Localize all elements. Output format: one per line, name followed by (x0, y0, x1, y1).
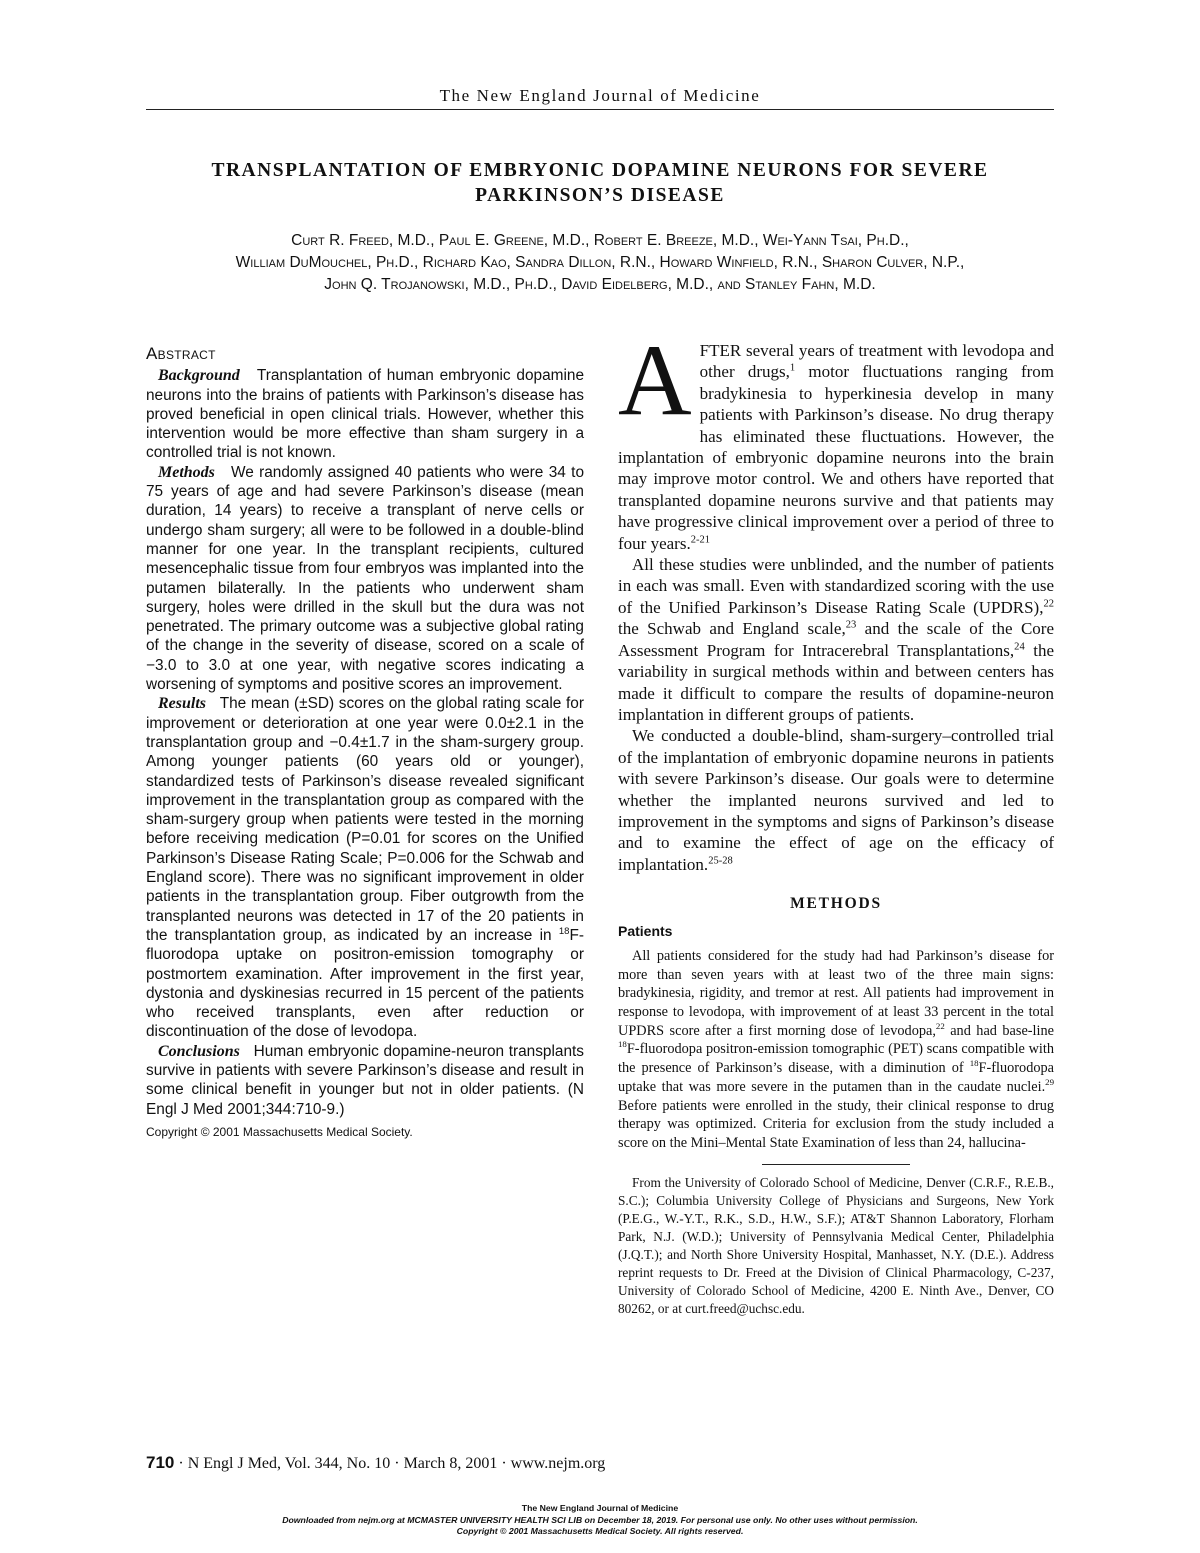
citation-sup: 2-21 (690, 534, 711, 545)
isotope-sup: 18 (969, 1058, 979, 1069)
footnote-rule (762, 1164, 910, 1165)
isotope-sup: 18 (618, 1039, 627, 1050)
download-line-1: Downloaded from nejm.org at MCMASTER UNIVERSITY HEALTH SCI LIB on December 18, 2019. For personal use only. No other uses without permission. (282, 1514, 918, 1525)
results-label: Results (158, 695, 207, 713)
author-line-3: John Q. Trojanowski, M.D., Ph.D., David Eidelberg, M.D., and Stanley Fahn, M.D. (324, 276, 876, 293)
intro-p1-text-b: motor fluctuations ranging from bradykinesia to hyperkinesia develop in many patients with Parkinson’s disease. No drug therapy has eliminated these fluctuations. However, the implantation of embryonic dopamine neurons into the brain may improve motor control. We and others have reported that transplanted dopamine neurons survive and that patients may have progressive clinical improvement over a period of three to four years. (618, 362, 1054, 553)
citation-sup: 25-28 (708, 855, 733, 867)
abstract-heading: Abstract (146, 344, 216, 363)
intro-p1-text-a: FTER several years of treatment with levodopa and other drugs, (699, 341, 1054, 382)
methods-label: Methods (158, 463, 215, 481)
conclusions-text: Human embryonic dopamine-neuron transplants survive in patients with severe Parkinson’s disease and result in some clinical benefit in younger but not in older patients. (N Engl J Med 2001;344:710-9.) (146, 1042, 584, 1118)
drop-cap: A (618, 324, 692, 437)
article-title (146, 158, 1054, 208)
download-line-2: Copyright © 2001 Massachusetts Medical Society. All rights reserved. (456, 1526, 744, 1536)
patients-text-b: and had base-line (944, 1022, 1054, 1039)
intro-p2-text-d: the variability in surgical methods within and between centers has made it difficult to compare the results of dopamine-neuron implantation in different groups of patients. (618, 640, 1054, 724)
patients-paragraph (618, 947, 1054, 1153)
intro-paragraph-1 (618, 324, 1054, 554)
methods-heading: METHODS (790, 895, 882, 913)
download-notice (0, 1503, 1200, 1538)
results-text-a: The mean (±SD) scores on the global rating scale for improvement or deterioration at one year were 0.0±2.1 in the transplantation group and −0.4±1.7 in the sham-surgery group. Among younger patients (60 years old or younger), standardized tests of Parkinson’s disease revealed significant improvement in the transplantation group as compared with the sham-surgery group when patients were tested in the morning before receiving medication (P=0.01 for scores on the Unified Parkinson’s Disease Rating Scale; P=0.006 for the Schwab and England score). There was no significant improvement in older patients in the transplantation group. Fiber outgrowth from the transplanted neurons was detected in 17 of the 20 patients in the transplantation group, as indicated by an increase in (146, 695, 584, 944)
author-list (140, 230, 1060, 296)
patients-subheading: Patients (618, 922, 673, 939)
title-line-2: PARKINSON’S DISEASE (475, 185, 725, 206)
footer-citation: · N Engl J Med, Vol. 344, No. 10 · March 8, 2001 · www.nejm.org (174, 1455, 606, 1472)
patients-text-c: F-fluorodopa positron-emission tomographic (PET) scans compatible with the presence of Parkinson’s disease, with a diminution of (618, 1041, 1054, 1077)
intro-p2-text-c: and the scale of the Core Assessment Program for Intracerebral Transplantations, (618, 619, 1055, 660)
citation-sup: 24 (1014, 641, 1025, 653)
conclusions-label: Conclusions (158, 1042, 240, 1060)
copyright-notice: Copyright © 2001 Massachusetts Medical Society. (146, 1124, 413, 1139)
page-number: 710 (146, 1453, 175, 1472)
author-line-1: Curt R. Freed, M.D., Paul E. Greene, M.D., Robert E. Breeze, M.D., Wei-Yann Tsai, Ph.D., (291, 232, 909, 249)
citation-sup: 22 (935, 1021, 945, 1032)
abstract-column (146, 344, 584, 1142)
journal-header: The New England Journal of Medicine (439, 86, 761, 105)
title-line-1: TRANSPLANTATION OF EMBRYONIC DOPAMINE NEURONS FOR SEVERE (211, 160, 989, 181)
abstract-results (146, 694, 584, 1041)
intro-p2-text-a: All these studies were unblinded, and the number of patients in each was small. Even with standardized scoring with the use of the Unified Parkinson’s Disease Rating Scale (UPDRS), (618, 555, 1054, 617)
citation-sup: 1 (789, 362, 796, 374)
abstract-conclusions (146, 1042, 584, 1119)
intro-p2-text-b: the Schwab and England scale, (618, 619, 846, 639)
results-superscript: 18 (558, 925, 570, 937)
abstract-methods (146, 463, 584, 695)
intro-p3-text: We conducted a double-blind, sham-surgery–controlled trial of the implantation of embryonic dopamine neurons in patients with severe Parkinson’s disease. Our goals were to determine whether the implanted neurons survived and led to improvement in the symptoms and signs of Parkinson’s disease and to examine the effect of age on the efficacy of implantation. (618, 726, 1054, 874)
citation-sup: 29 (1045, 1077, 1054, 1088)
affiliation-footnote: From the University of Colorado School of Medicine, Denver (C.R.F., R.E.B., S.C.); Columbia University College of Physicians and Surgeons, New York (P.E.G., W.-Y.T., R.K., S.D., H.W., S.F.); AT&T Shannon Laboratory, Florham Park, N.J. (W.D.); University of Pennsylvania Medical Center, Philadelphia (J.Q.T.); and North Shore University Hospital, Manhasset, N.Y. (D.E.). Address reprint requests to Dr. Freed at the Division of Clinical Pharmacology, C-237, University of Colorado School of Medicine, 4200 E. Ninth Ave., Denver, CO 80262, or at curt.freed@uchsc.edu. (618, 1174, 1054, 1317)
citation-sup: 22 (1043, 598, 1054, 610)
intro-paragraph-2 (618, 554, 1054, 725)
header-rule (146, 109, 1054, 110)
patients-text-e: Before patients were enrolled in the study, their clinical response to drug therapy was optimized. Criteria for exclusion from the study included a score on the Mini–Mental State Examination of less than 24, hallucina- (618, 1097, 1054, 1151)
citation-sup: 23 (845, 619, 857, 631)
intro-paragraph-3 (618, 725, 1054, 875)
download-journal-name: The New England Journal of Medicine (521, 1503, 679, 1513)
body-column (618, 324, 1055, 1318)
results-text-b: F-fluorodopa uptake on positron-emission tomography or postmortem examination. After improvement in the first year, dystonia and dyskinesias recurred in 15 percent of the patients who received transplants, even after reduction or discontinuation of the dose of levodopa. (146, 926, 584, 1041)
background-label: Background (158, 367, 240, 385)
abstract-background (146, 366, 584, 462)
page-footer (146, 1453, 605, 1473)
patients-text-a: All patients considered for the study had had Parkinson’s disease for more than seven years with at least two of the three main signs: bradykinesia, rigidity, and tremor at rest. All patients had improvement in response to levodopa, with improvement of at least 33 percent in the total UPDRS score after a first morning dose of levodopa, (618, 947, 1054, 1039)
author-line-2: William DuMouchel, Ph.D., Richard Kao, Sandra Dillon, R.N., Howard Winfield, R.N., Sharon Culver, N.P., (235, 254, 965, 271)
methods-text: We randomly assigned 40 patients who were 34 to 75 years of age and had severe Parkinson’s disease (mean duration, 14 years) to receive a transplant of nerve cells or undergo sham surgery; all were to be followed in a double-blind manner for one year. In the transplant recipients, cultured mesencephalic tissue from four embryos was implanted into the putamen bilaterally. In the patients who underwent sham surgery, holes were drilled in the skull but the dura was not penetrated. The primary outcome was a subjective global rating of the change in the severity of disease, scored on a scale of −3.0 to 3.0 at one year, with negative scores indicating a worsening of symptoms and positive scores an improvement. (146, 463, 585, 694)
patients-text-d: F-fluorodopa uptake that was more severe in the putamen than in the caudate nuclei. (618, 1060, 1054, 1095)
background-text: Transplantation of human embryonic dopamine neurons into the brains of patients with Parkinson’s disease has proved beneficial in open clinical trials. However, whether this intervention would be more effective than sham surgery in a controlled trial is not known. (146, 367, 584, 462)
